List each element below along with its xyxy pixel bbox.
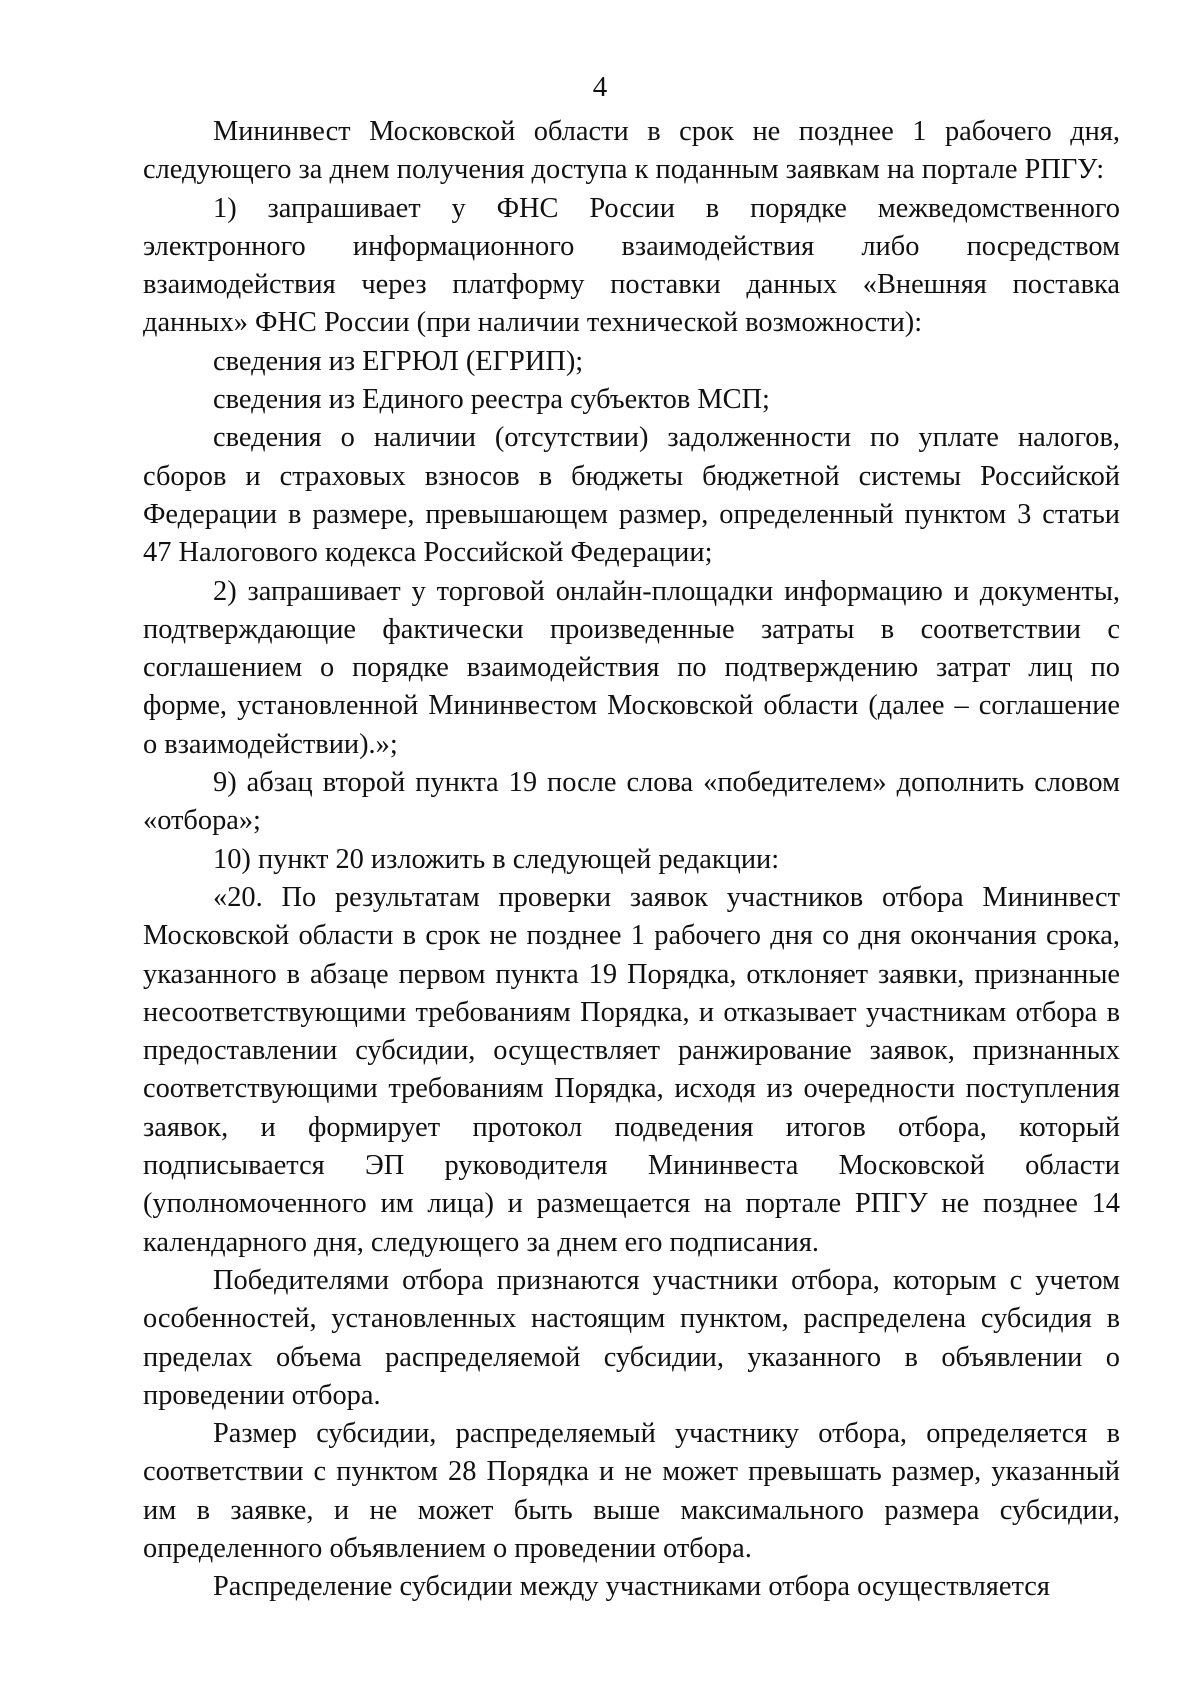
paragraph-point-20: «20. По результатам проверки заявок участников отбора Мининвест Московской области в срок не позднее 1 рабочего дня со дня окончания срока, указанного в абзаце первом пункта 19 Порядка, отклоняет заявки, признанные несоответствующими требованиям Порядка, и отказывает участникам отбора в предоставлении субсидии, осуществляет ранжирование заявок, признанных соответствующими требованиям Порядка, исходя из очередности поступления заявок, и формирует протокол подведения итогов отбора, который подписывается ЭП руководителя Мининвеста Московской области (уполномоченного им лица) и размещается на портале РПГУ не позднее 14 календарного дня, следующего за днем его подписания. bbox=[143, 881, 1120, 1258]
paragraph-item-10: 10) пункт 20 изложить в следующей редакции: bbox=[213, 843, 780, 875]
paragraph-subsidy-size: Размер субсидии, распределяемый участнику отбора, определяется в соответствии с пунктом 28 Порядка и не может превышать размер, указанный им в заявке, и не может быть выше максимального размера субсидии, определенного объявлением о проведении отбора. bbox=[143, 1418, 1120, 1564]
paragraph-winners: Победителями отбора признаются участники отбора, которым с учетом особенностей, установленных настоящим пунктом, распределена субсидия в пределах объема распределяемой субсидии, указанного в объявлении о проведении отбора. bbox=[143, 1264, 1120, 1411]
paragraph-item-2: 2) запрашивает у торговой онлайн-площадки информацию и документы, подтверждающие фактически произведенные затраты в соответствии с соглашением о порядке взаимодействия по подтверждению затрат лиц по форме, установленной Мининвестом Московской области (далее – соглашение о взаимодействии).»; bbox=[143, 575, 1120, 760]
paragraph-item-1: 1) запрашивает у ФНС России в порядке межведомственного электронного информационного взаимодействия либо посредством взаимодействия через платформу поставки данных «Внешняя поставка данных» ФНС России (при наличии технической возможности): bbox=[143, 192, 1120, 339]
paragraph-item-9: 9) абзац второй пункта 19 после слова «победителем» дополнить словом «отбора»; bbox=[143, 767, 1120, 837]
paragraph-distribution: Распределение субсидии между участниками отбора осуществляется bbox=[213, 1571, 1050, 1603]
paragraph-intro: Мининвест Московской области в срок не позднее 1 рабочего дня, следующего за днем получения доступа к поданным заявкам на портале РПГУ: bbox=[143, 116, 1120, 186]
paragraph-egrul: сведения из ЕГРЮЛ (ЕГРИП); bbox=[213, 345, 584, 377]
paragraph-msp-register: сведения из Единого реестра субъектов МСП; bbox=[213, 384, 770, 416]
page-number: 4 bbox=[592, 71, 608, 103]
document-body bbox=[143, 113, 1120, 1607]
paragraph-tax-debt: сведения о наличии (отсутствии) задолженности по уплате налогов, сборов и страховых взносов в бюджеты бюджетной системы Российской Федерации в размере, превышающем размер, определенный пунктом 3 статьи 47 Налогового кодекса Российской Федерации; bbox=[143, 422, 1120, 569]
